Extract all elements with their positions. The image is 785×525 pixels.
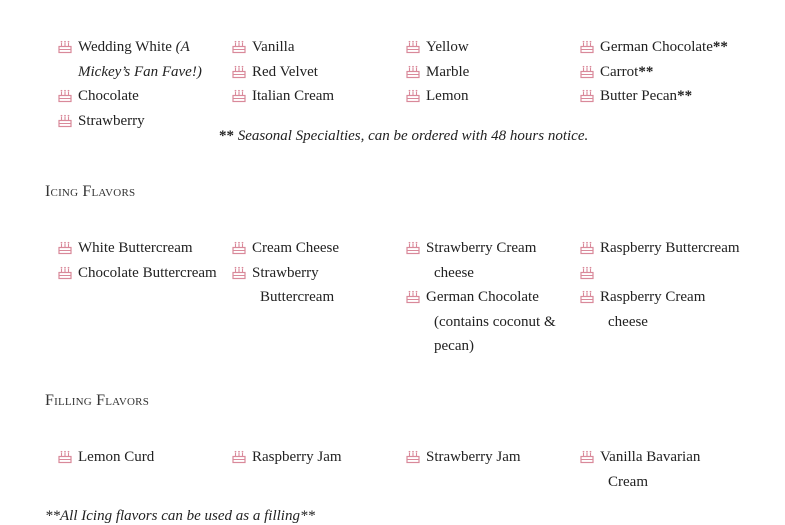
cake-icon: [406, 65, 420, 79]
fan-fave-note: (A Mickey’s Fan Fave!): [78, 39, 202, 80]
cake-icon: [580, 290, 594, 304]
icing-col-2: [232, 236, 342, 310]
cake-icon: [232, 266, 246, 280]
list-item: Strawberry: [58, 109, 218, 134]
list-item: Raspberry Buttercream: [580, 236, 760, 261]
filling-col-1: [58, 445, 218, 470]
list-item: Cream Cheese: [232, 236, 342, 261]
cake-icon: [232, 241, 246, 255]
list-item: Strawberry Buttercream: [232, 261, 342, 310]
seasonal-note: ** Seasonal Specialties, can be ordered with 48 hours notice.: [219, 128, 589, 144]
cake-icon: [406, 89, 420, 103]
cake-icon: [580, 241, 594, 255]
icing-col-3: [406, 236, 556, 359]
cake-icon: [406, 290, 420, 304]
list-item: Chocolate Buttercream: [58, 261, 230, 286]
cake-col-1: [58, 35, 218, 133]
cake-icon: [232, 65, 246, 79]
cake-icon: [58, 450, 72, 464]
list-item: Red Velvet: [232, 60, 392, 85]
cake-icon: [58, 40, 72, 54]
list-item: Marble: [406, 60, 566, 85]
cake-icon: [580, 266, 594, 280]
list-item: German Chocolate**: [580, 35, 760, 60]
cake-icon: [580, 65, 594, 79]
list-item: Strawberry Jam: [406, 445, 566, 470]
list-item: Lemon Curd: [58, 445, 218, 470]
filling-footer-note: **All Icing flavors can be used as a filling**: [45, 508, 315, 524]
list-item: Raspberry Cream cheese: [580, 285, 760, 334]
list-item: Wedding White (A Mickey’s Fan Fave!): [58, 35, 218, 84]
list-item: German Chocolate (contains coconut & pecan): [406, 285, 556, 359]
cake-col-4: [580, 35, 760, 109]
list-item: White Buttercream: [58, 236, 230, 261]
list-item: Vanilla: [232, 35, 392, 60]
list-item: Yellow: [406, 35, 566, 60]
list-item: Vanilla Bavarian Cream: [580, 445, 760, 494]
cake-icon: [580, 40, 594, 54]
cake-icon: [580, 450, 594, 464]
filling-col-4: [580, 445, 760, 494]
list-item: Italian Cream: [232, 84, 392, 109]
cake-icon: [58, 89, 72, 103]
cake-icon: [406, 450, 420, 464]
cake-icon: [406, 241, 420, 255]
filling-col-3: [406, 445, 566, 470]
cake-icon: [232, 40, 246, 54]
cake-icon: [58, 266, 72, 280]
filling-col-2: [232, 445, 392, 470]
icing-col-1: [58, 236, 230, 285]
cake-col-3: [406, 35, 566, 109]
list-item: [580, 261, 760, 286]
icing-heading: Icing Flavors: [45, 183, 136, 200]
cake-icon: [580, 89, 594, 103]
icing-col-4: [580, 236, 760, 334]
list-item: Strawberry Cream cheese: [406, 236, 556, 285]
list-item: Lemon: [406, 84, 566, 109]
cake-icon: [406, 40, 420, 54]
cake-col-2: [232, 35, 392, 109]
cake-icon: [58, 114, 72, 128]
cake-icon: [58, 241, 72, 255]
list-item: Carrot**: [580, 60, 760, 85]
cake-icon: [232, 450, 246, 464]
list-item: Chocolate: [58, 84, 218, 109]
list-item: Raspberry Jam: [232, 445, 392, 470]
list-item: Butter Pecan**: [580, 84, 760, 109]
cake-icon: [232, 89, 246, 103]
filling-heading: Filling Flavors: [45, 392, 150, 409]
